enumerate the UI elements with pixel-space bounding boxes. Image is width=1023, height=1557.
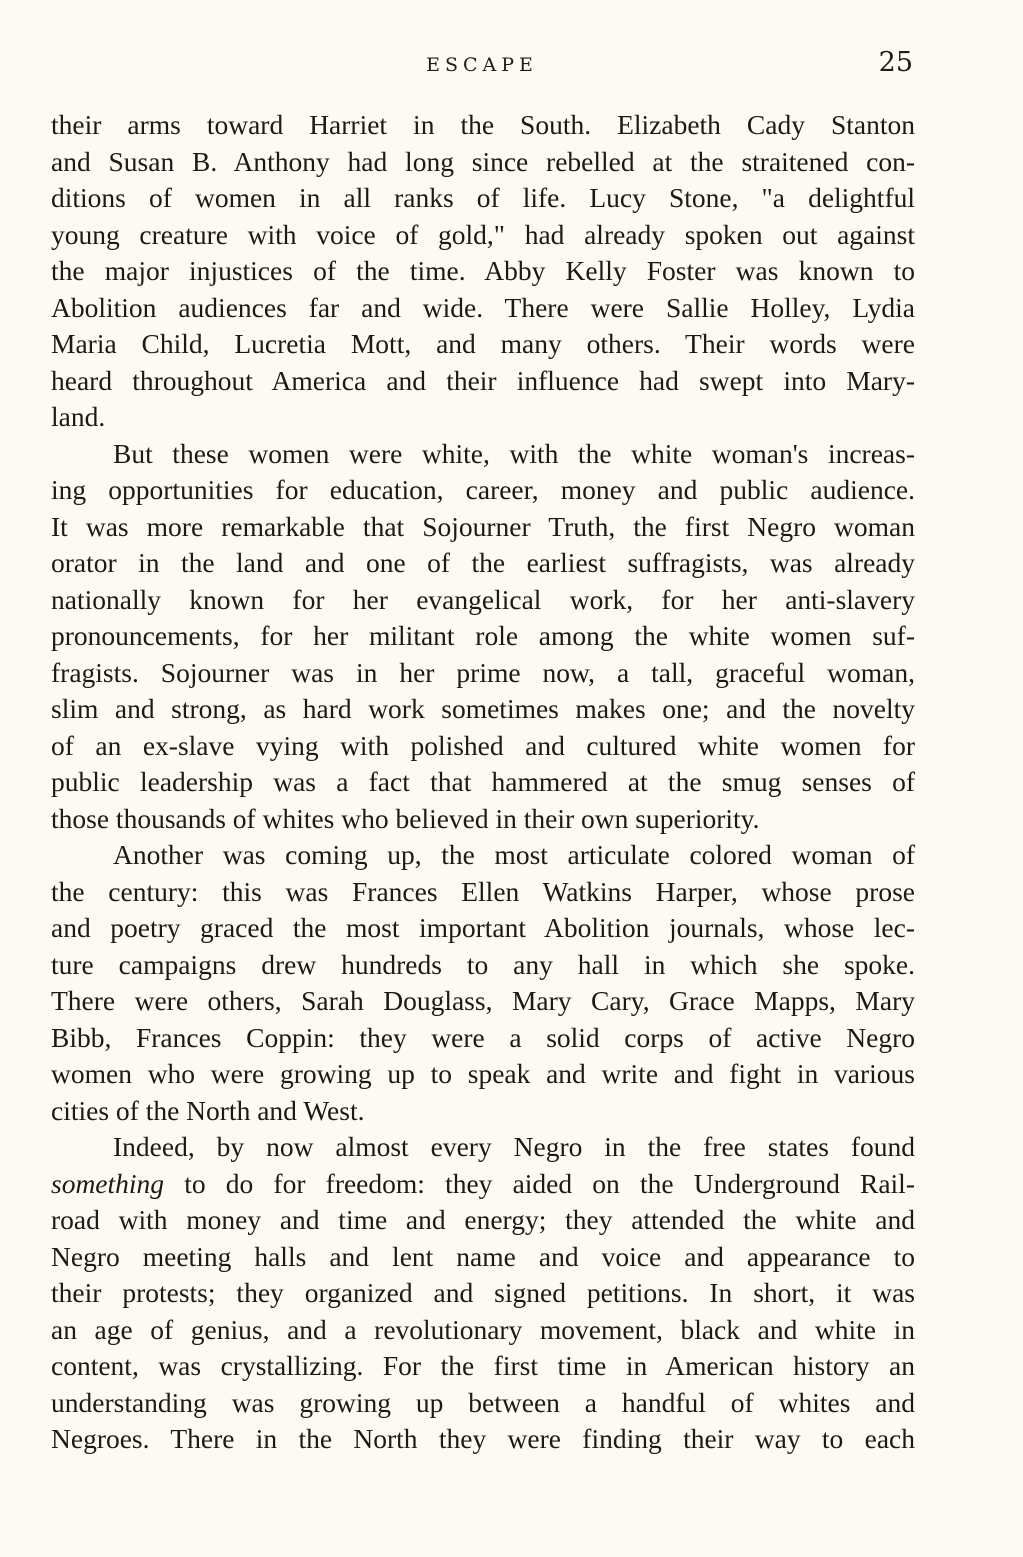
text-line: pronouncements, for her militant role among the white women suf- [51, 620, 915, 651]
text-line: orator in the land and one of the earliest suffragists, was already [51, 547, 915, 578]
text-line: land. [51, 401, 106, 432]
text-line [51, 1166, 915, 1203]
text-line: an age of genius, and a revolutionary movement, black and white in [51, 1313, 915, 1345]
text-line: fragists. Sojourner was in her prime now, a tall, graceful woman, [51, 656, 915, 688]
text-line: slim and strong, as hard work sometimes makes one; and the novelty [51, 693, 915, 724]
text-line: ture campaigns drew hundreds to any hall in which she spoke. [51, 948, 915, 980]
text-line: Bibb, Frances Coppin: they were a solid corps of active Negro [51, 1021, 915, 1053]
text-line: of an ex-slave vying with polished and cultured white women for [51, 729, 915, 761]
text-line: and poetry graced the most important Abolition journals, whose lec- [51, 912, 915, 943]
text-line: young creature with voice of gold," had already spoken out against [51, 218, 915, 250]
text-line: the major injustices of the time. Abby Kelly Foster was known to [51, 255, 915, 286]
text-line: women who were growing up to speak and write and fight in various [51, 1058, 915, 1089]
text-line: content, was crystallizing. For the first time in American history an [51, 1350, 915, 1381]
text-line: Indeed, by now almost every Negro in the free states found [113, 1131, 915, 1162]
text-line: the century: this was Frances Ellen Watkins Harper, whose prose [51, 875, 915, 907]
text-line: ditions of women in all ranks of life. Lucy Stone, "a delightful [51, 182, 915, 213]
text-line: those thousands of whites who believed in their own superiority. [51, 802, 760, 834]
page-number: 25 [878, 47, 913, 78]
text-line: understanding was growing up between a handful of whites and [51, 1386, 915, 1418]
text-line: their arms toward Harriet in the South. Elizabeth Cady Stanton [51, 109, 915, 140]
text-line: road with money and time and energy; they attended the white and [51, 1204, 915, 1235]
text-line: nationally known for her evangelical work, for her anti-slavery [51, 583, 915, 615]
text-line: It was more remarkable that Sojourner Truth, the first Negro woman [51, 510, 915, 542]
running-head [0, 44, 1023, 84]
text-line: and Susan B. Anthony had long since rebelled at the straitened con- [51, 145, 915, 177]
text-line: public leadership was a fact that hammered at the smug senses of [51, 766, 915, 797]
text-line: But these women were white, with the white woman's increas- [113, 437, 915, 469]
text-line: Maria Child, Lucretia Mott, and many others. Their words were [51, 328, 915, 359]
text-line: Negro meeting halls and lent name and voice and appearance to [51, 1240, 915, 1272]
text-line: ing opportunities for education, career, money and public audience. [51, 474, 915, 505]
text-line: their protests; they organized and signed petitions. In short, it was [51, 1277, 915, 1308]
italic-word: something [51, 1167, 165, 1199]
text-line: There were others, Sarah Douglass, Mary Cary, Grace Mapps, Mary [51, 985, 915, 1016]
body-text [51, 107, 915, 1458]
running-title: ESCAPE [426, 54, 538, 76]
text-line: Negroes. There in the North they were finding their way to each [51, 1423, 915, 1454]
text-line: Abolition audiences far and wide. There were Sallie Holley, Lydia [51, 291, 915, 323]
text-line: cities of the North and West. [51, 1094, 365, 1126]
text-line: heard throughout America and their influence had swept into Mary- [51, 364, 915, 396]
text-line: Another was coming up, the most articulate colored woman of [113, 839, 915, 870]
text-line-rest: to do for freedom: they aided on the Underground Rail- [164, 1167, 915, 1199]
